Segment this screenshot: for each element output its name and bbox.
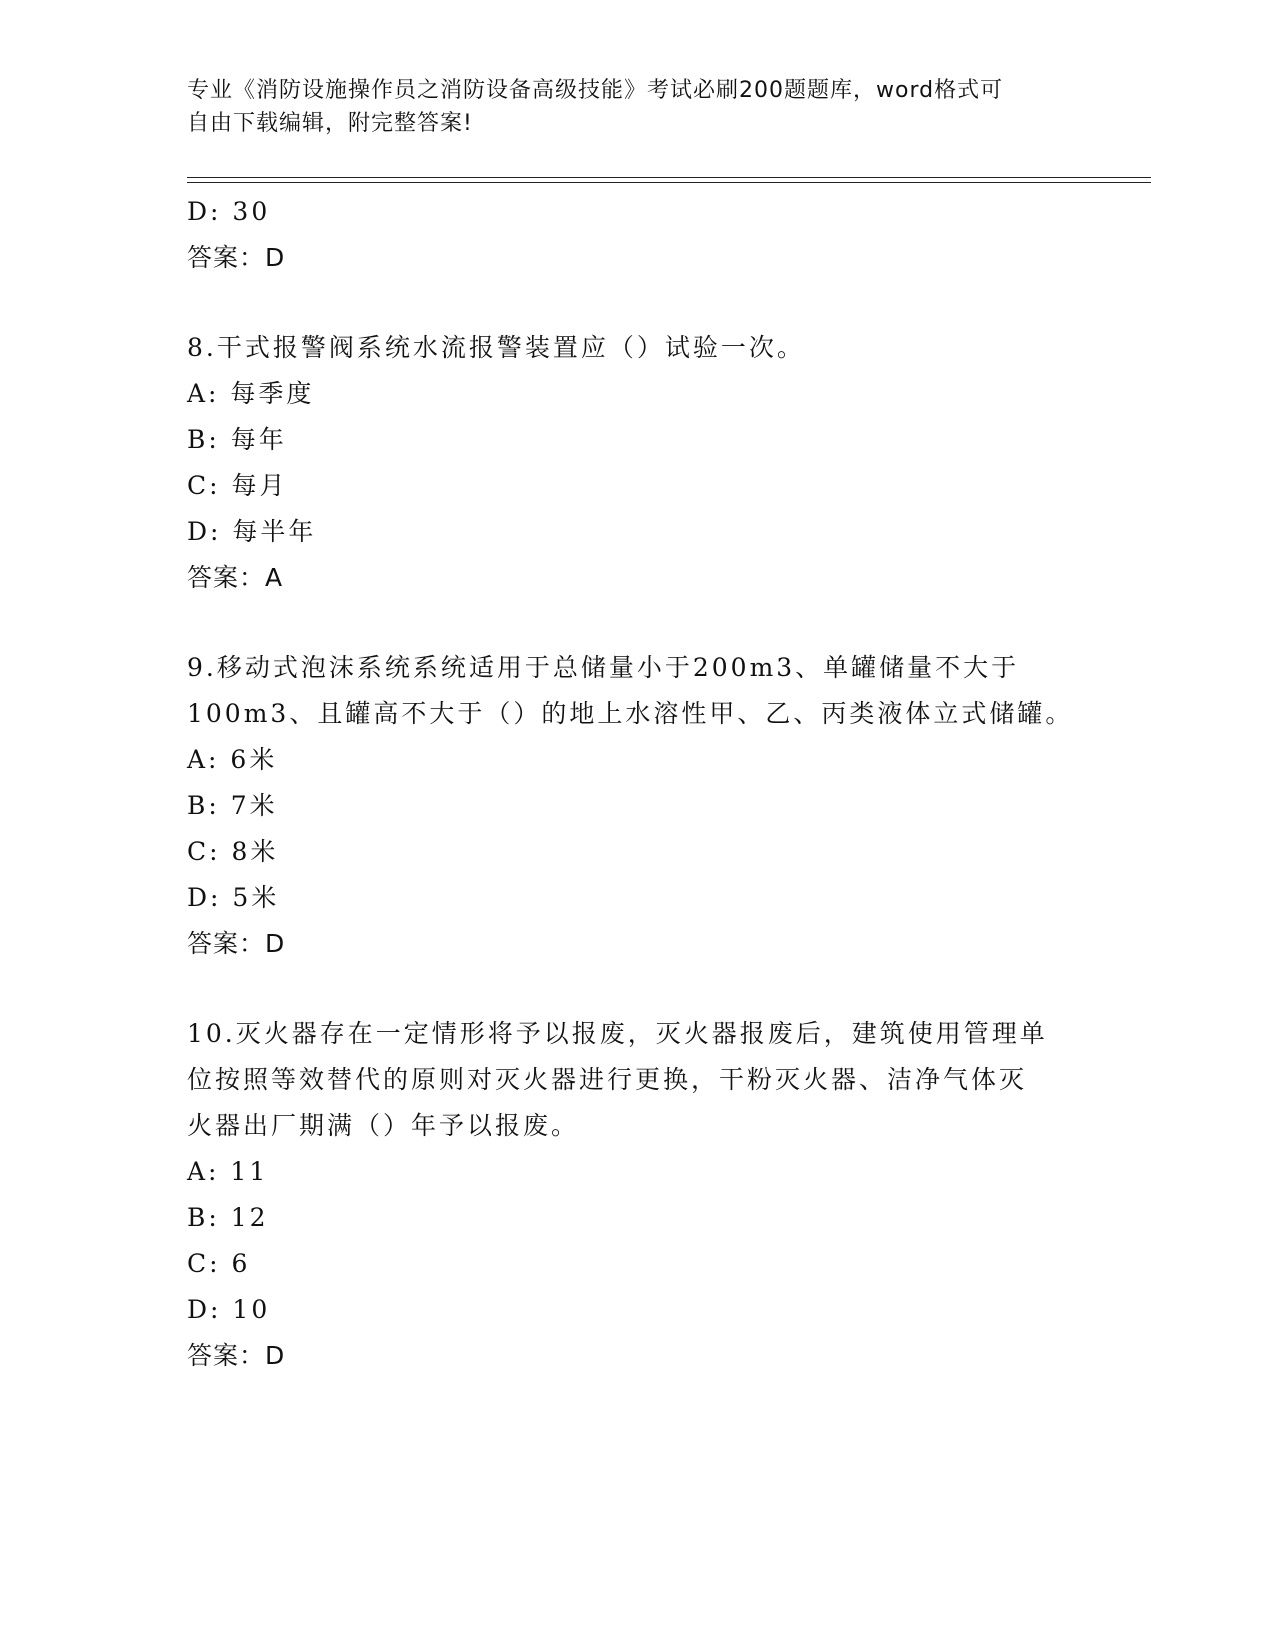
option-d: D: 每半年 — [187, 517, 317, 546]
option-a: A: 11 — [187, 1157, 269, 1186]
question-text — [187, 325, 1087, 371]
option-b: B: 12 — [187, 1203, 269, 1232]
header-line-1: 专业《消防设施操作员之消防设备高级技能》考试必刷200题题库，word格式可 — [187, 78, 1004, 103]
question-text — [187, 1011, 1087, 1149]
option-b: B: 7米 — [187, 791, 278, 820]
question-list — [187, 189, 1087, 1379]
answer-label: 答案：A — [187, 563, 284, 592]
option-b: B: 每年 — [187, 425, 287, 454]
answer-label: 答案：D — [187, 243, 286, 272]
option-d: D: 10 — [187, 1295, 271, 1324]
answer-label: 答案：D — [187, 1341, 286, 1370]
option-a: A: 6米 — [187, 745, 278, 774]
option-a: A: 每季度 — [187, 379, 315, 408]
option-d: D: 5米 — [187, 883, 280, 912]
page-header — [187, 74, 1067, 140]
question-text-line: 10.灭火器存在一定情形将予以报废，灭火器报废后，建筑使用管理单 — [187, 1019, 1048, 1048]
header-divider-bottom — [187, 182, 1151, 183]
option-c: C: 每月 — [187, 471, 288, 500]
answer-label: 答案：D — [187, 929, 286, 958]
question-text-line: 9.移动式泡沫系统系统适用于总储量小于200m3、单罐储量不大于 — [187, 653, 1020, 682]
question-text-line: 位按照等效替代的原则对灭火器进行更换，干粉灭火器、洁净气体灭 — [187, 1065, 1028, 1094]
question-text-line: 100m3、且罐高不大于（）的地上水溶性甲、乙、丙类液体立式储罐。 — [187, 699, 1074, 728]
previous-question-tail — [187, 189, 1087, 281]
question-9 — [187, 645, 1087, 967]
question-10 — [187, 1011, 1087, 1379]
question-text — [187, 645, 1087, 737]
question-8 — [187, 325, 1087, 601]
header-line-2: 自由下载编辑，附完整答案! — [187, 111, 473, 136]
option-d: D: 30 — [187, 197, 271, 226]
option-c: C: 8米 — [187, 837, 279, 866]
header-divider-top — [187, 177, 1151, 178]
question-text-line: 8.干式报警阀系统水流报警装置应（）试验一次。 — [187, 333, 805, 362]
option-c: C: 6 — [187, 1249, 251, 1278]
question-text-line: 火器出厂期满（）年予以报废。 — [187, 1111, 580, 1140]
